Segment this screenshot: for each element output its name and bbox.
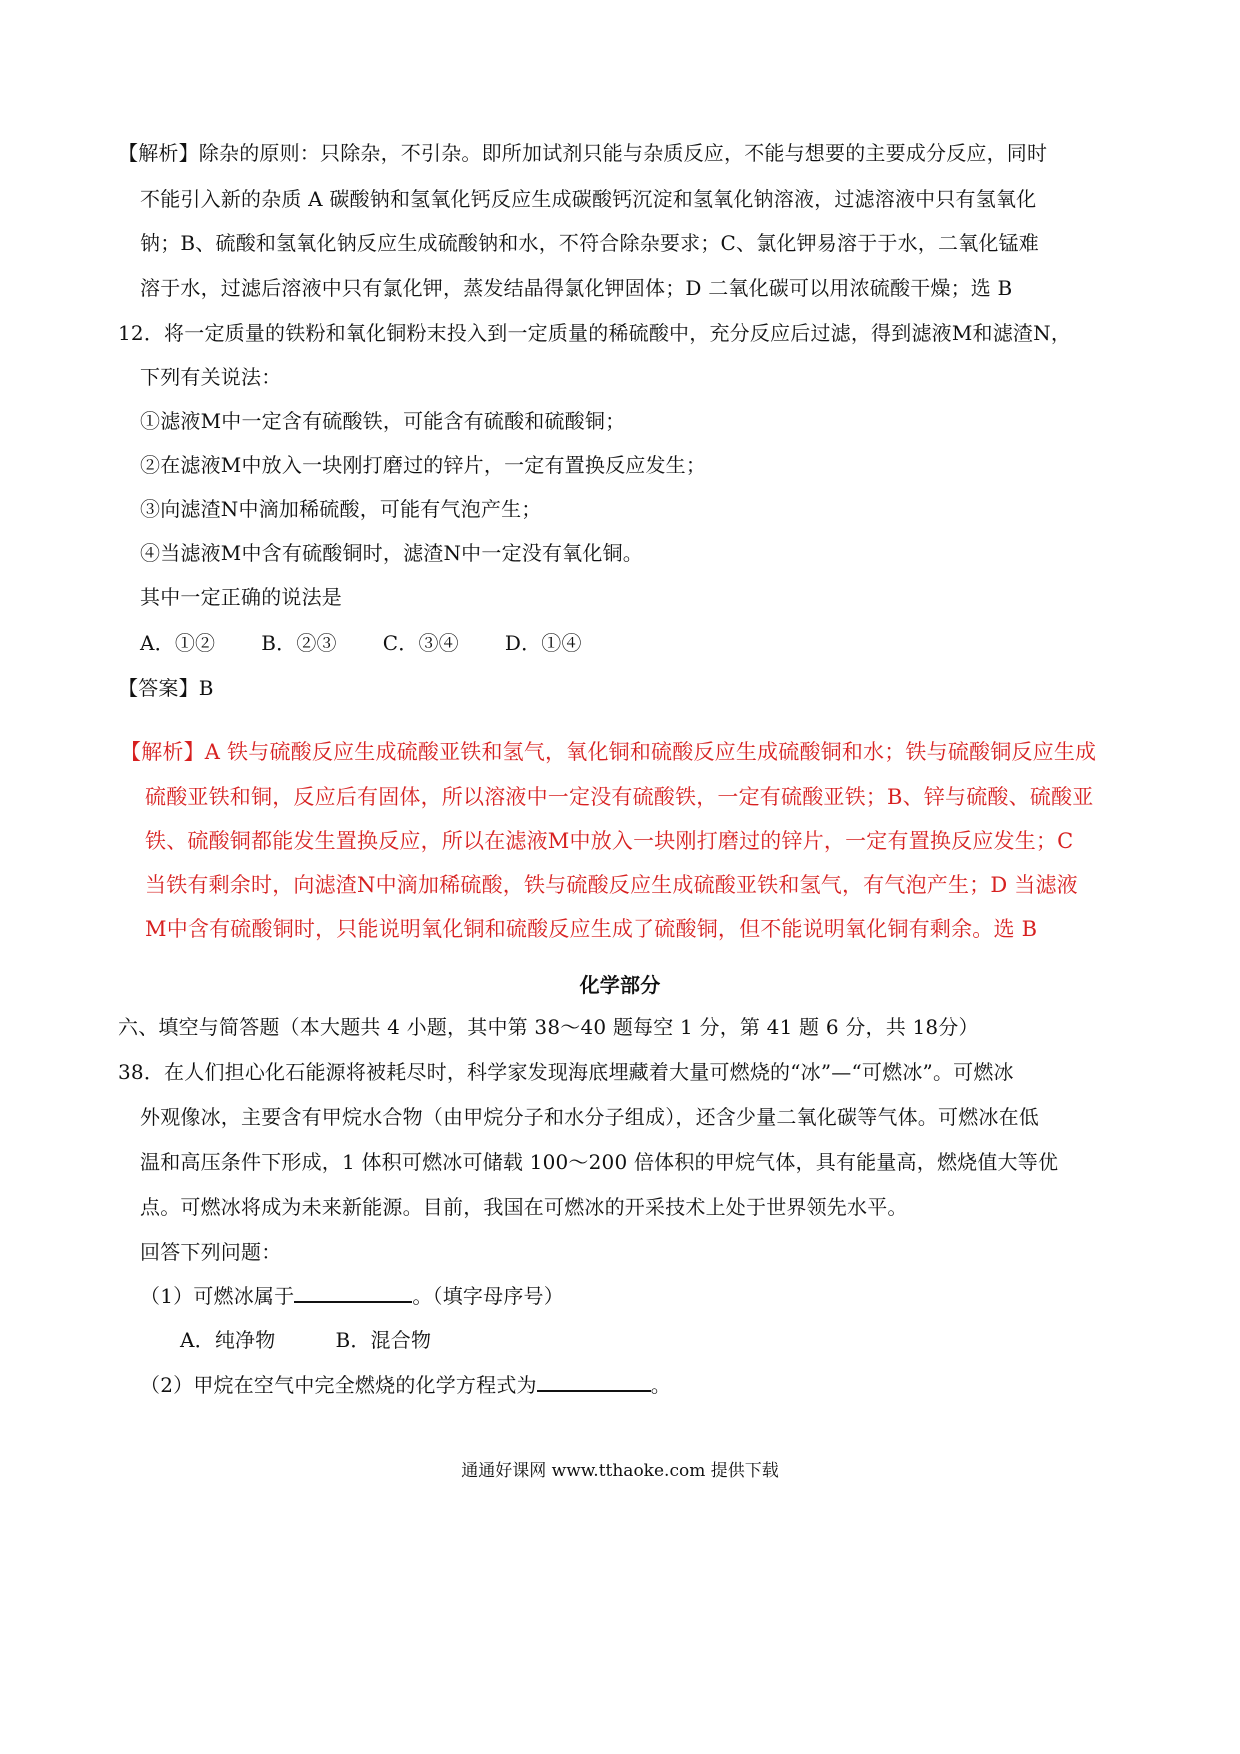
analysis-11-line-4: 溶于水，过滤后溶液中只有氯化钾，蒸发结晶得氯化钾固体；D 二氧化碳可以用浓硫酸干燥；选 B xyxy=(140,276,1013,300)
analysis-12-line-2: 硫酸亚铁和铜，反应后有固体，所以溶液中一定没有硫酸铁，一定有硫酸亚铁；B、锌与硫酸、硫酸亚 xyxy=(145,785,1094,809)
question-38-line-1: 38．在人们担心化石能源将被耗尽时，科学家发现海底埋藏着大量可燃烧的“冰”—“可燃冰”。可燃冰 xyxy=(118,1060,1014,1084)
question-12-item-3: ③向滤渣N中滴加稀硫酸，可能有气泡产生； xyxy=(140,497,542,521)
option-mixture: B．混合物 xyxy=(335,1328,432,1352)
answer-prompt: 回答下列问题： xyxy=(140,1240,282,1264)
analysis-11-line-3: 钠；B、硫酸和氢氧化钠反应生成硫酸钠和水，不符合除杂要求；C、氯化钾易溶于于水，二氧化锰难 xyxy=(140,231,1039,255)
question-12-prompt: 其中一定正确的说法是 xyxy=(140,585,342,609)
question-12-options xyxy=(140,628,628,658)
option-pure-substance: A．纯净物 xyxy=(180,1328,276,1352)
analysis-12-line-5: M中含有硫酸铜时，只能说明氧化铜和硫酸反应生成了硫酸铜，但不能说明氧化铜有剩余。选 B xyxy=(145,917,1038,941)
section-title: 化学部分 xyxy=(579,973,661,997)
sub-question-1-hint: 。（填字母序号） xyxy=(412,1284,564,1308)
sub-question-2-end: 。 xyxy=(650,1373,671,1397)
question-12-item-1: ①滤液M中一定含有硫酸铁，可能含有硫酸和硫酸铜； xyxy=(140,409,626,433)
part-six-heading: 六、填空与简答题（本大题共 4 小题，其中第 38～40 题每空 1 分，第 41 题 6 分，共 18分） xyxy=(118,1015,979,1039)
option-d: D．①④ xyxy=(504,631,582,655)
analysis-12-line-1: 【解析】A 铁与硫酸反应生成硫酸亚铁和氢气，氧化铜和硫酸反应生成硫酸铜和水；铁与硫酸铜反应生成 xyxy=(120,740,1097,764)
answer-blank-2[interactable] xyxy=(537,1370,651,1392)
option-b: B．②③ xyxy=(261,631,337,655)
answer-blank-1[interactable] xyxy=(294,1281,412,1303)
footer-text: 通通好课网 www.tthaoke.com 提供下载 xyxy=(461,1461,779,1481)
sub-question-2-text: （2）甲烷在空气中完全燃烧的化学方程式为 xyxy=(140,1373,537,1397)
analysis-11-line-1: 【解析】除杂的原则：只除杂，不引杂。即所加试剂只能与杂质反应，不能与想要的主要成分反应，同时 xyxy=(118,141,1048,165)
analysis-12-line-3: 铁、硫酸铜都能发生置换反应，所以在滤液M中放入一块刚打磨过的锌片，一定有置换反应发生；C xyxy=(145,829,1074,853)
option-a: A．①② xyxy=(140,631,216,655)
question-12-item-2: ②在滤液M中放入一块刚打磨过的锌片，一定有置换反应发生； xyxy=(140,453,707,477)
question-12-item-4: ④当滤液M中含有硫酸铜时，滤渣N中一定没有氧化铜。 xyxy=(140,541,643,565)
question-38-line-4: 点。可燃冰将成为未来新能源。目前，我国在可燃冰的开采技术上处于世界领先水平。 xyxy=(140,1195,908,1219)
question-12-stem-cont: 下列有关说法： xyxy=(140,365,282,389)
question-12-stem: 12．将一定质量的铁粉和氧化铜粉末投入到一定质量的稀硫酸中，充分反应后过滤，得到滤液M和滤渣N， xyxy=(118,321,1072,345)
sub-question-1-options xyxy=(180,1325,491,1355)
question-38-line-3: 温和高压条件下形成，1 体积可燃冰可储载 100～200 倍体积的甲烷气体，具有能量高，燃烧值大等优 xyxy=(140,1150,1059,1174)
analysis-12-line-4: 当铁有剩余时，向滤渣N中滴加稀硫酸，铁与硫酸反应生成硫酸亚铁和氢气，有气泡产生；D 当滤液 xyxy=(145,873,1078,897)
question-38-line-2: 外观像冰，主要含有甲烷水合物（由甲烷分子和水分子组成），还含少量二氧化碳等气体。可燃冰在低 xyxy=(140,1105,1039,1129)
analysis-11-line-2: 不能引入新的杂质 A 碳酸钠和氢氧化钙反应生成碳酸钙沉淀和氢氧化钠溶液，过滤溶液中只有氢氧化 xyxy=(140,187,1037,211)
sub-question-1 xyxy=(140,1281,564,1311)
option-c: C．③④ xyxy=(382,631,459,655)
question-12-answer: 【答案】B xyxy=(118,676,214,700)
sub-question-2 xyxy=(140,1370,671,1400)
sub-question-1-text: （1）可燃冰属于 xyxy=(140,1284,295,1308)
